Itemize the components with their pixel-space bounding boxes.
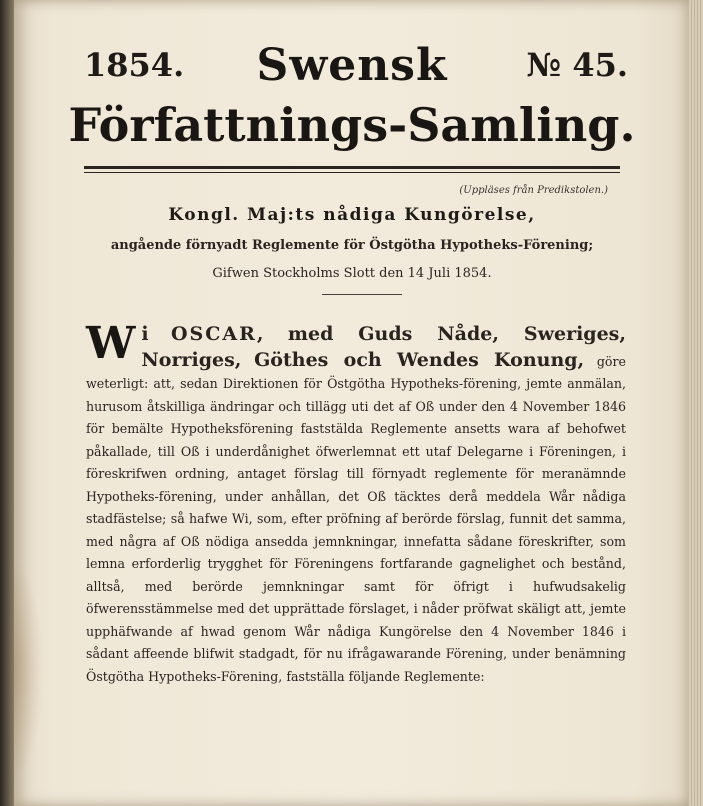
masthead-title-line2: Författnings-Samling. xyxy=(68,98,636,152)
header-rule-thin xyxy=(84,172,620,173)
king-name: OSCAR, xyxy=(170,323,266,345)
decree-body xyxy=(86,318,626,688)
body-paragraph: göre weterligt: att, sedan Direktionen för Östgötha Hypotheks-förening, jemte anmälan, hurusom åtskilliga ändringar och tillägg uti det af Oß under den 4 November 1846 för bemälte Hypotheksförening faststälda Reglemente ansetts wara af behofwet påkallade, till Oß i underdånighet öfwerlemnat ett utaf Delegarne i Föreningen, i föreskrifwen ordning, antaget förslag till förnyadt reglemente för meranämnde Hypotheks-förening, under anhållan, det Oß täcktes derå meddela Wår nådiga stadfästelse; så hafwe Wi, som, efter pröfning af berörde förslag, funnit det samma, med några af Oß nödiga ansedda jemnkningar, innefatta sådane föreskrifter, som lemna erforderlig trygghet för Föreningens fortfarande gagnelighet och bestånd, alltså, med berörde jemnkningar samt för öfrigt i hufwudsakelig öfwerensstämmelse med det upprättade förslaget, i nåder pröfwat skäligt att, jemte upphäfwande af hwad genom Wår nådiga Kungörelse den 4 November 1846 i sådant affeende blifwit stadgadt, för nu ifrågawarande Förening, under benämning Östgötha Hypotheks-Förening, fastställa följande Reglemente: xyxy=(86,353,626,684)
drop-cap: W xyxy=(86,318,136,369)
lead-start: i xyxy=(141,323,149,345)
decree-given-line: Gifwen Stockholms Slott den 14 Juli 1854. xyxy=(212,266,492,281)
divider-rule xyxy=(322,294,402,295)
issue-number: № 45. xyxy=(526,46,628,84)
document-page xyxy=(14,0,690,806)
lead-line2: Göthes och Wendes Konung, xyxy=(254,348,585,371)
lead-rest: med Guds Nåde, Sweriges, Norriges, xyxy=(141,323,626,371)
page-stack-edge xyxy=(689,0,703,806)
masthead-title-line1: Swensk xyxy=(256,40,448,91)
paper-stain xyxy=(14,560,44,780)
decree-subtitle: angående förnyadt Reglemente för Östgötha Hypotheks-Förening; xyxy=(110,238,594,253)
header-rule-thick xyxy=(84,166,620,169)
binding-edge xyxy=(0,0,14,806)
issue-year: 1854. xyxy=(84,46,185,84)
pulpit-note: (Uppläses från Predikstolen.) xyxy=(459,185,608,196)
decree-title: Kongl. Maj:ts nådiga Kungörelse, xyxy=(168,205,536,225)
